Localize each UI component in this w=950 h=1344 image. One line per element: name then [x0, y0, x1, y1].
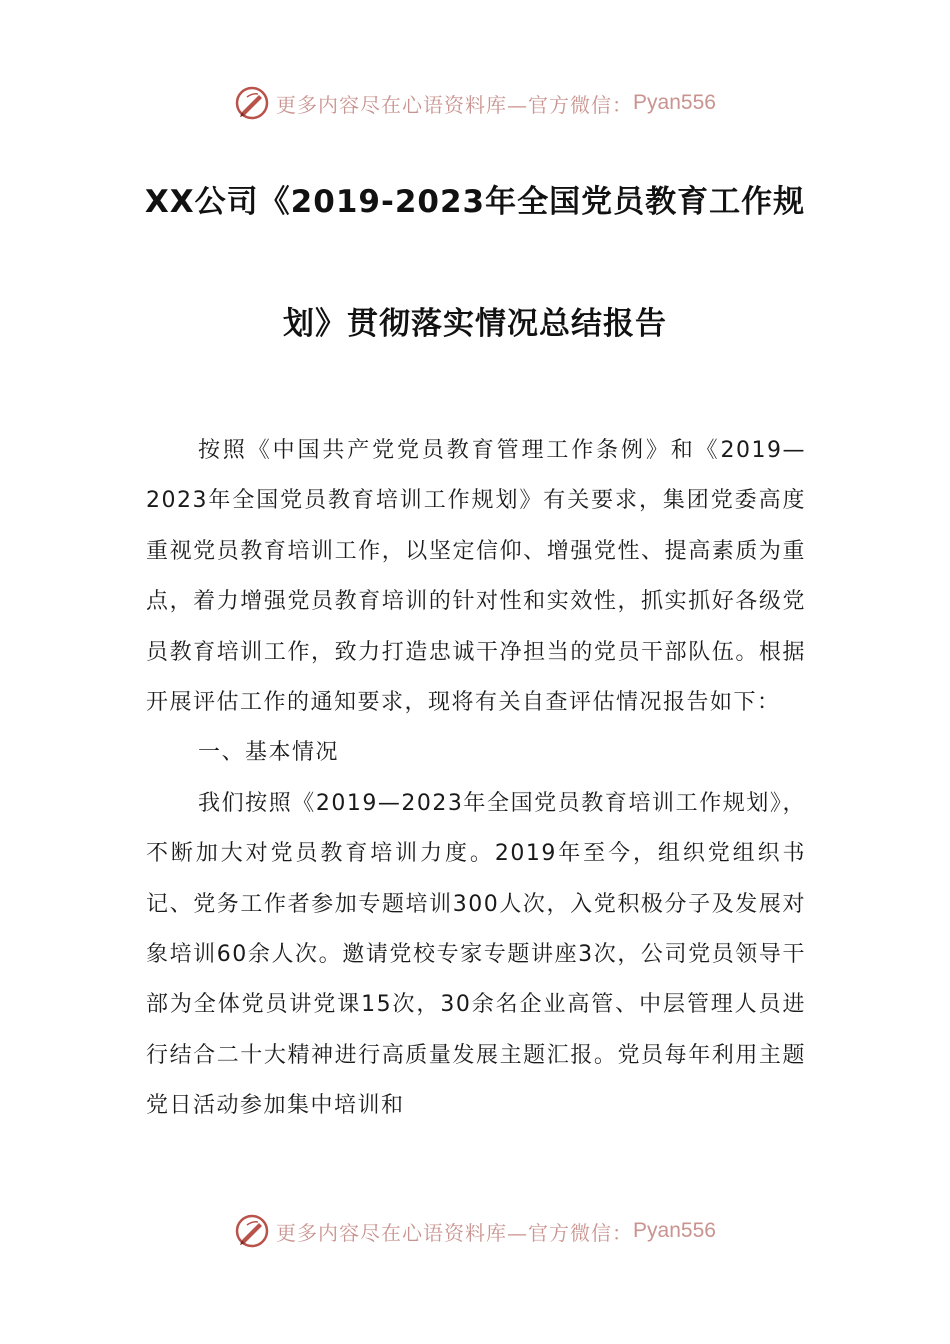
watermark-text: 更多内容尽在心语资料库—官方微信：: [276, 92, 634, 117]
document-title-line-2: 划》贯彻落实情况总结报告: [283, 306, 667, 342]
header-watermark: [0, 83, 950, 123]
pen-logo-icon: [234, 1213, 270, 1249]
watermark-wechat-id: Pyan556: [633, 91, 716, 114]
pen-logo-icon: [234, 85, 270, 121]
paragraph-intro: 按照《中国共产党党员教育管理工作条例》和《2019—2023年全国党员教育培训工作规划》有关要求，集团党委高度重视党员教育培训工作，以坚定信仰、增强党性、提高素质为重点，着力增强党员教育培训的针对性和实效性，抓实抓好各级党员教育培训工作，致力打造忠诚干净担当的党员干部队伍。根据开展评估工作的通知要求，现将有关自查评估情况报告如下：: [146, 438, 806, 716]
footer-watermark: [0, 1211, 950, 1251]
document-body: [146, 426, 806, 1132]
section-heading-basic-situation: 一、基本情况: [198, 740, 340, 766]
watermark-wechat-id: Pyan556: [633, 1219, 716, 1242]
watermark-text: 更多内容尽在心语资料库—官方微信：: [276, 1220, 634, 1245]
document-title-line-1: XX公司《2019-2023年全国党员教育工作规: [144, 184, 806, 220]
paragraph-basic-situation: 我们按照《2019—2023年全国党员教育培训工作规划》，不断加大对党员教育培训力度。2019年至今，组织党组织书记、党务工作者参加专题培训300人次，入党积极分子及发展对象培训60余人次。邀请党校专家专题讲座3次，公司党员领导干部为全体党员讲党课15次，30余名企业高管、中层管理人员进行结合二十大精神进行高质量发展主题汇报。党员每年利用主题党日活动参加集中培训和: [146, 790, 806, 1119]
